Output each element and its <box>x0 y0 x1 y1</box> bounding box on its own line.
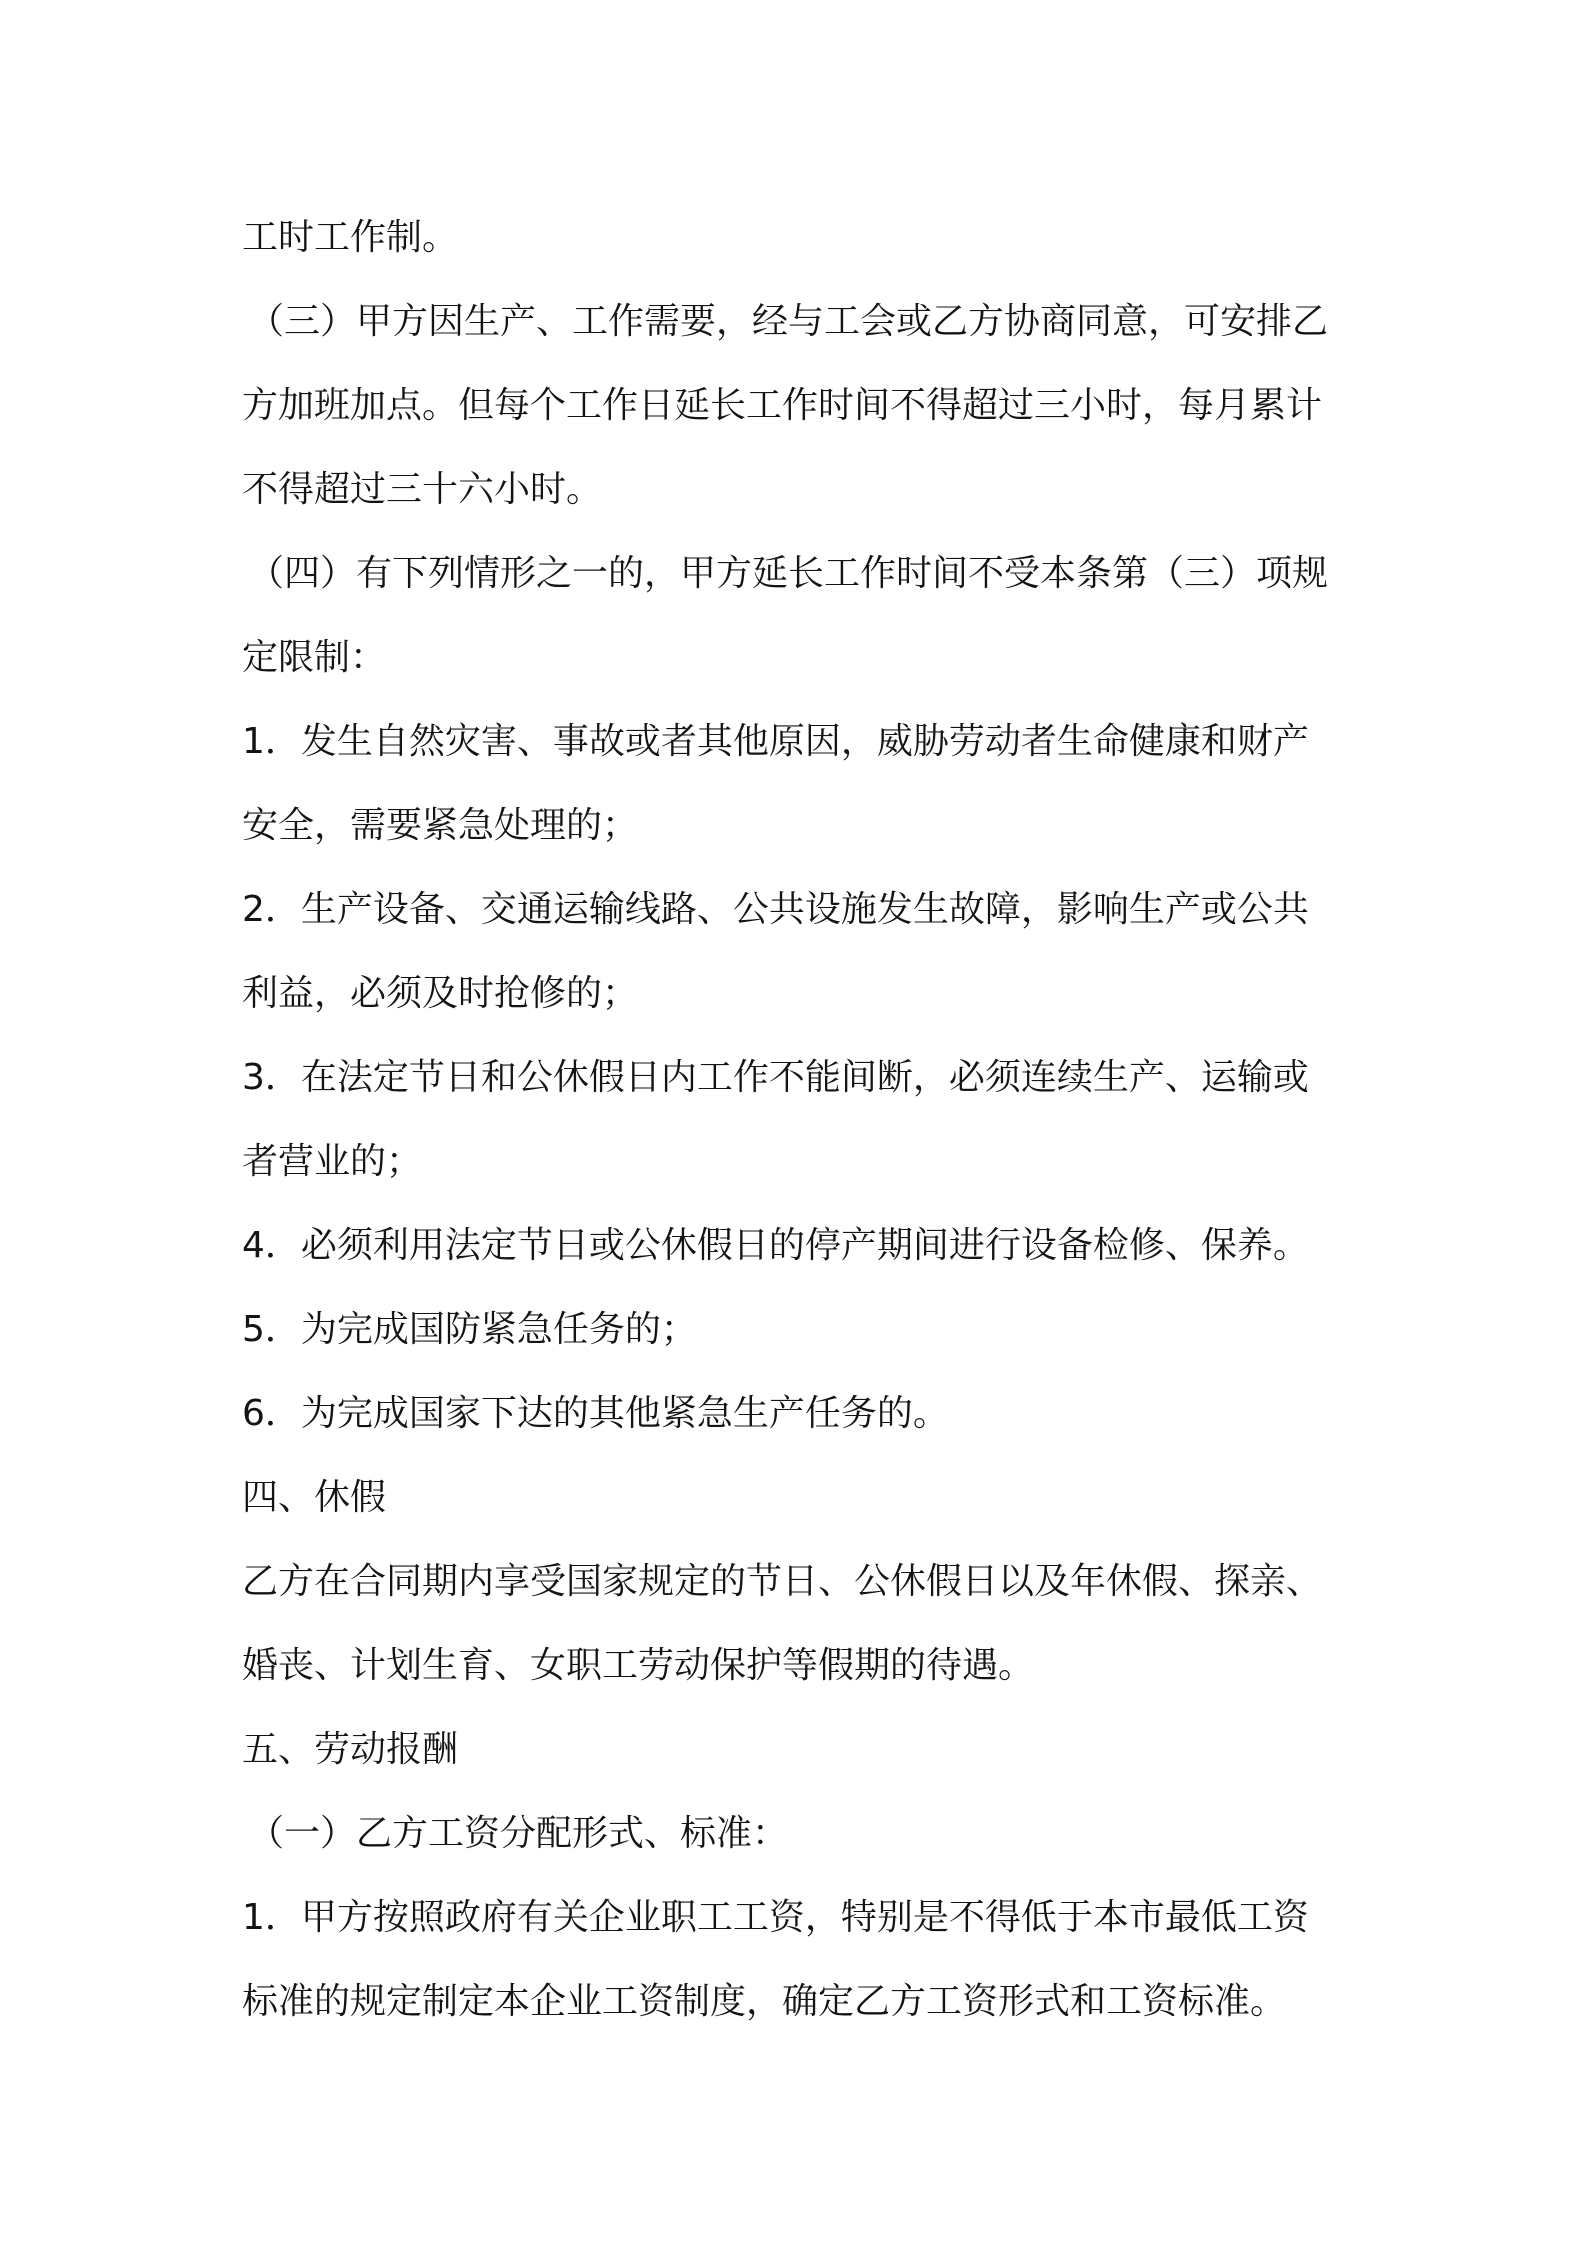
text-line: 2．生产设备、交通运输线路、公共设施发生故障，影响生产或公共 <box>242 889 1309 930</box>
text-line: 1．发生自然灾害、事故或者其他原因，威胁劳动者生命健康和财产 <box>242 721 1309 762</box>
text-line: 者营业的； <box>242 1141 423 1182</box>
text-line: 方加班加点。但每个工作日延长工作时间不得超过三小时，每月累计 <box>242 385 1323 426</box>
text-line: 乙方在合同期内享受国家规定的节日、公休假日以及年休假、探亲、 <box>242 1561 1323 1602</box>
text-line: 婚丧、计划生育、女职工劳动保护等假期的待遇。 <box>242 1645 1035 1686</box>
text-line: 利益，必须及时抢修的； <box>242 973 639 1014</box>
text-line: 5．为完成国防紧急任务的； <box>242 1309 697 1350</box>
text-line: （四）有下列情形之一的，甲方延长工作时间不受本条第（三）项规 <box>248 553 1329 594</box>
text-line: （三）甲方因生产、工作需要，经与工会或乙方协商同意，可安排乙 <box>248 301 1329 342</box>
text-line: 1．甲方按照政府有关企业职工工资，特别是不得低于本市最低工资 <box>242 1897 1309 1938</box>
text-line: （一）乙方工资分配形式、标准： <box>248 1813 789 1854</box>
text-line: 标准的规定制定本企业工资制度，确定乙方工资形式和工资标准。 <box>242 1981 1287 2022</box>
text-line: 3．在法定节日和公休假日内工作不能间断，必须连续生产、运输或 <box>242 1057 1309 1098</box>
text-line: 工时工作制。 <box>242 217 459 258</box>
text-line: 4．必须利用法定节日或公休假日的停产期间进行设备检修、保养。 <box>242 1225 1309 1266</box>
text-line: 安全，需要紧急处理的； <box>242 805 639 846</box>
section-heading: 四、休假 <box>242 1477 387 1518</box>
text-line: 6．为完成国家下达的其他紧急生产任务的。 <box>242 1393 949 1434</box>
section-heading: 五、劳动报酬 <box>242 1729 459 1770</box>
document-body <box>242 196 1362 2044</box>
text-line: 不得超过三十六小时。 <box>242 469 603 510</box>
text-line: 定限制： <box>242 637 387 678</box>
